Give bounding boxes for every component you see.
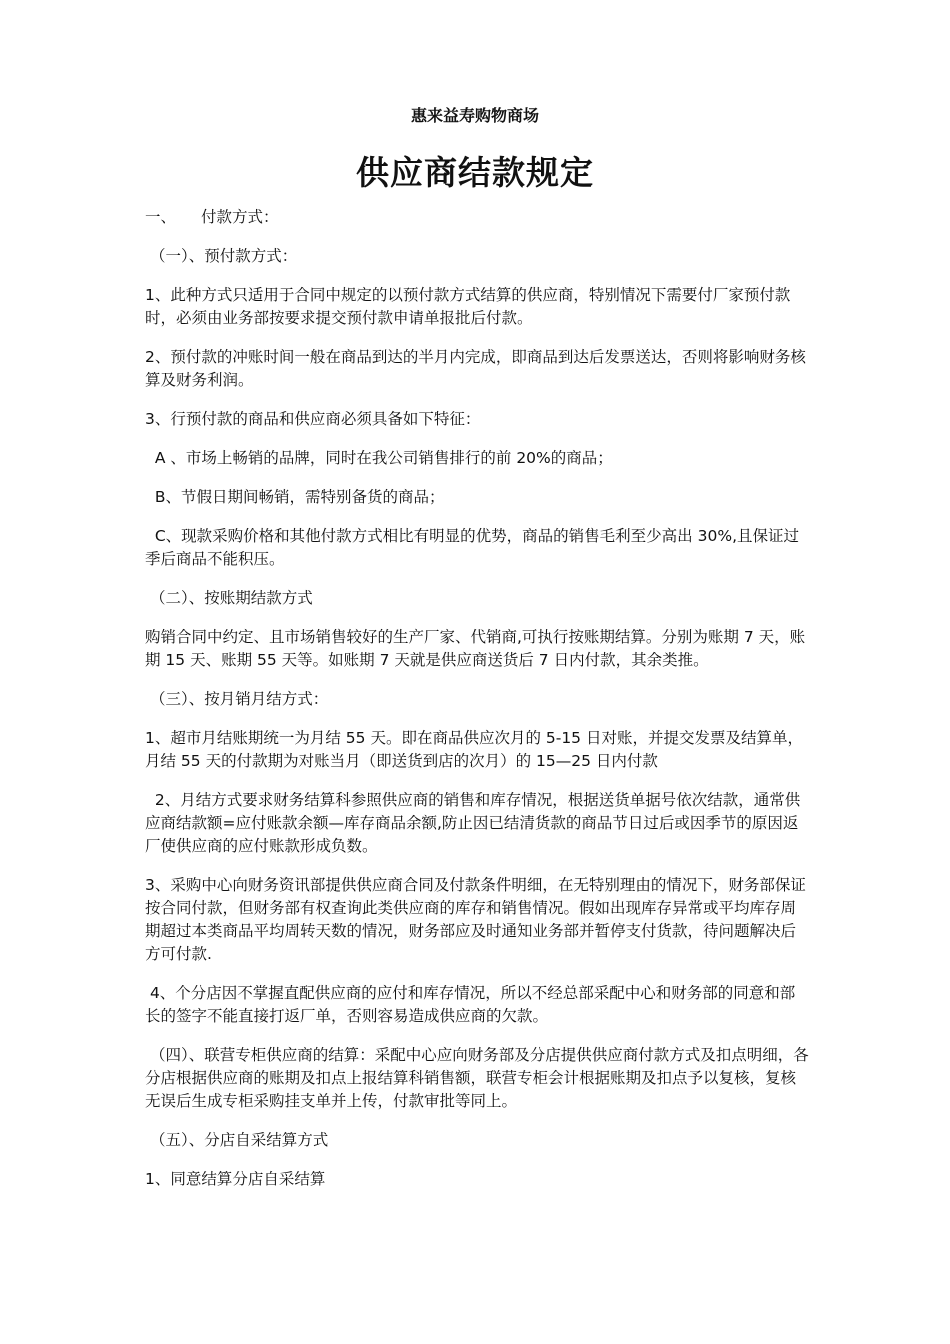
subsection-heading-account-period: （二）、按账期结款方式 [145,589,313,607]
paragraph: 2、预付款的冲账时间一般在商品到达的半月内完成，即商品到达后发票送达，否则将影响财务核算及财务利润。 [145,348,806,389]
section-number: 一、 [145,208,177,226]
subsection-heading-branch: （五）、分店自采结算方式 [145,1131,329,1149]
paragraph: 2、月结方式要求财务结算科参照供应商的销售和库存情况，根据送货单据号依次结款，通常供应商结款额=应付账款余额—库存商品余额,防止因已结清货款的商品节日过后或因季节的原因返厂使供应商的应付账款形成负数。 [145,791,801,855]
paragraph: 1、同意结算分店自采结算 [145,1170,326,1188]
paragraph: （四）、联营专柜供应商的结算：采配中心应向财务部及分店提供供应商付款方式及扣点明细，各分店根据供应商的账期及扣点上报结算科销售额，联营专柜会计根据账期及扣点予以复核，复核无误后生成专柜采购挂支单并上传，付款审批等同上。 [145,1046,809,1110]
paragraph: 1、此种方式只适用于合同中规定的以预付款方式结算的供应商，特别情况下需要付厂家预付款时，必须由业务部按要求提交预付款申请单报批后付款。 [145,286,791,327]
paragraph: 购销合同中约定、且市场销售较好的生产厂家、代销商,可执行按账期结算。分别为账期 7 天，账期 15 天、账期 55 天等。如账期 7 天就是供应商送货后 7 日内付款，其余类推。 [145,628,806,669]
list-item: B、节假日期间畅销，需特别备货的商品； [145,488,445,506]
paragraph: 3、采购中心向财务资讯部提供供应商合同及付款条件明细，在无特别理由的情况下，财务部保证按合同付款，但财务部有权查询此类供应商的库存和销售情况。假如出现库存异常或平均库存周期超过本类商品平均周转天数的情况，财务部应及时通知业务部并暂停支付货款，待问题解决后方可付款. [145,876,806,963]
subsection-heading-monthly: （三）、按月销月结方式： [145,690,329,708]
subsection-heading-prepayment: （一）、预付款方式： [145,247,298,265]
list-item: A 、市场上畅销的品牌，同时在我公司销售排行的前 20%的商品； [145,449,613,467]
organization-title: 惠来益寿购物商场 [410,106,539,125]
document-body [145,206,810,1207]
paragraph: 1、超市月结账期统一为月结 55 天。即在商品供应次月的 5-15 日对账，并提交发票及结算单，月结 55 天的付款期为对账当月（即送货到店的次月）的 15—25 日内付款 [145,729,803,770]
paragraph: 3、行预付款的商品和供应商必须具备如下特征： [145,410,481,428]
document-title: 供应商结款规定 [356,153,594,192]
section-heading [145,206,810,229]
list-item: C、现款采购价格和其他付款方式相比有明显的优势，商品的销售毛利至少高出 30%,且保证过季后商品不能积压。 [145,527,799,568]
section-label: 付款方式： [201,208,279,226]
paragraph: 4、个分店因不掌握直配供应商的应付和库存情况，所以不经总部采配中心和财务部的同意和部长的签字不能直接打返厂单，否则容易造成供应商的欠款。 [145,984,796,1025]
